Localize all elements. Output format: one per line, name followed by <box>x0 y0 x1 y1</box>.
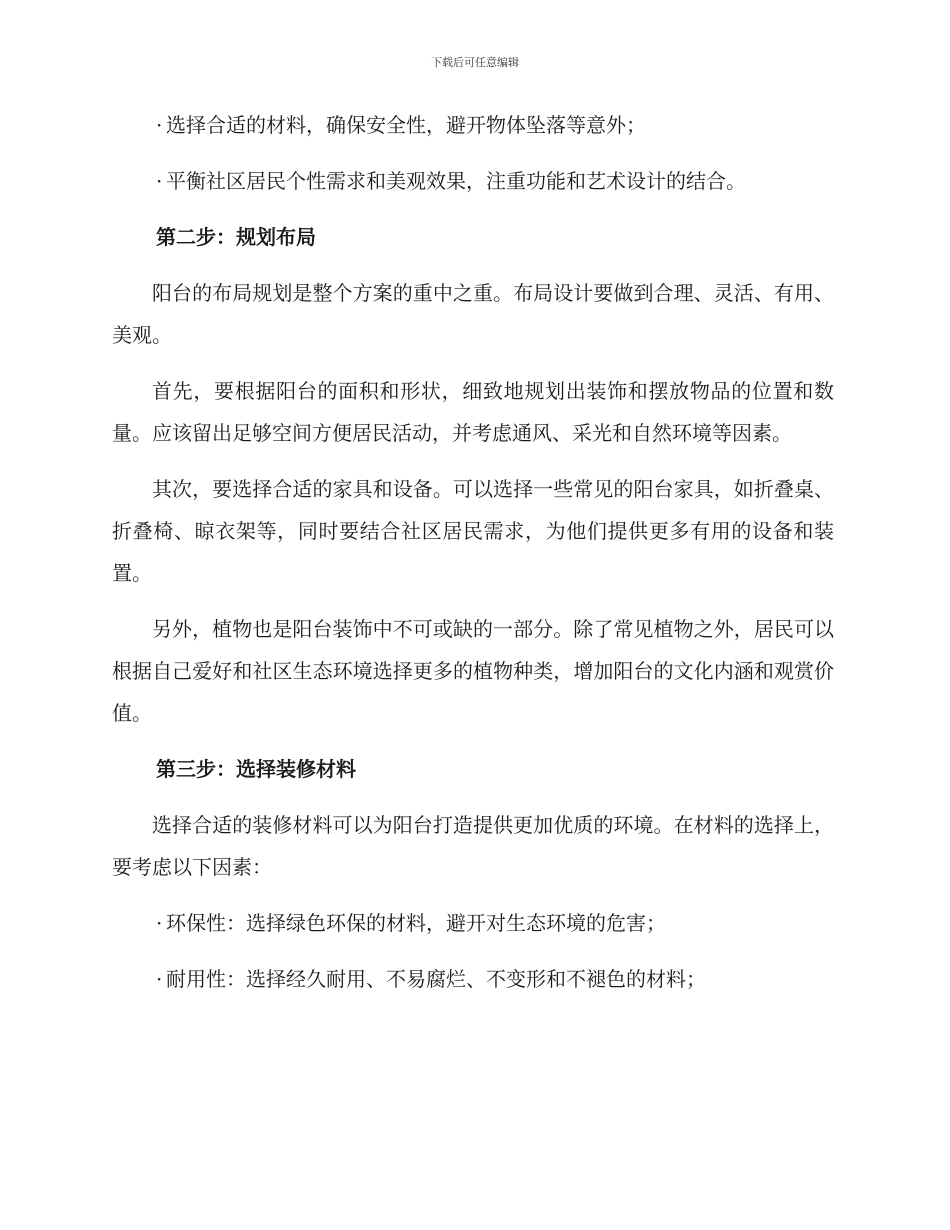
bullet-item-balance-needs <box>112 160 834 202</box>
bullet-dot-icon: · <box>156 113 163 137</box>
paragraph-first: 首先，要根据阳台的面积和形状，细致地规划出装饰和摆放物品的位置和数量。应该留出足够空间方便居民活动，并考虑通风、采光和自然环境等因素。 <box>112 379 834 445</box>
bullet-item-materials-safety <box>112 104 834 146</box>
bullet-item-eco <box>112 902 834 944</box>
bullet-text: 选择合适的材料，确保安全性，避开物体坠落等意外； <box>166 113 646 137</box>
bullet-text: 耐用性：选择经久耐用、不易腐烂、不变形和不褪色的材料； <box>166 967 706 991</box>
paragraph-second: 其次，要选择合适的家具和设备。可以选择一些常见的阳台家具，如折叠桌、折叠椅、晾衣架等，同时要结合社区居民需求，为他们提供更多有用的设备和装置。 <box>112 477 834 585</box>
bullet-dot-icon: · <box>156 967 163 991</box>
section-heading-step3: 第三步：选择装修材料 <box>156 757 356 781</box>
bullet-text: 环保性：选择绿色环保的材料，避开对生态环境的危害； <box>166 911 666 935</box>
paragraph-layout-intro: 阳台的布局规划是整个方案的重中之重。布局设计要做到合理、灵活、有用、美观。 <box>112 281 834 347</box>
bullet-item-durable <box>112 958 834 1000</box>
document-body <box>112 104 834 1014</box>
bullet-text: 平衡社区居民个性需求和美观效果，注重功能和艺术设计的结合。 <box>166 169 746 193</box>
bullet-dot-icon: · <box>156 911 163 935</box>
paragraph-plants: 另外，植物也是阳台装饰中不可或缺的一部分。除了常见植物之外，居民可以根据自己爱好和社区生态环境选择更多的植物种类，增加阳台的文化内涵和观赏价值。 <box>112 617 834 725</box>
bullet-dot-icon: · <box>156 169 163 193</box>
paragraph-materials-intro: 选择合适的装修材料可以为阳台打造提供更加优质的环境。在材料的选择上，要考虑以下因素： <box>112 813 834 879</box>
page-header: 下载后可任意编辑 <box>431 56 519 69</box>
section-heading-step2: 第二步：规划布局 <box>156 225 316 249</box>
